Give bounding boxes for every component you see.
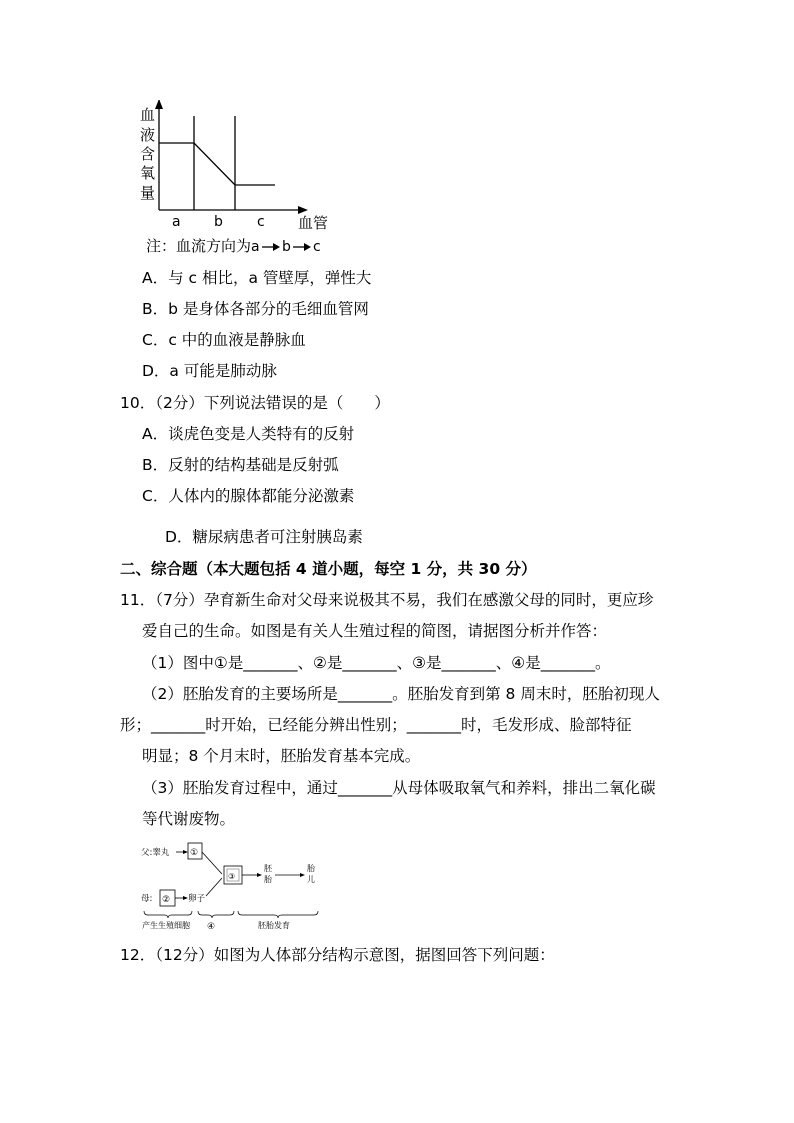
ylabel-char: 含 xyxy=(140,145,156,163)
stage-brace-2 xyxy=(198,911,234,918)
note-letter-c: c xyxy=(313,239,321,255)
stage-label-2: ④ xyxy=(207,922,216,932)
q9-option-c: C．c 中的血液是静脉血 xyxy=(142,331,306,349)
q9-option-b: B．b 是身体各部分的毛细血管网 xyxy=(142,300,369,318)
reproduction-diagram xyxy=(138,838,328,934)
note-letter-b: b xyxy=(282,239,291,255)
q10-option-a: A．谈虎色变是人类特有的反射 xyxy=(142,425,355,443)
box-2-label: ② xyxy=(162,895,171,905)
q11-stem-line2: 爱自己的生命。如图是有关人生殖过程的简图，请据图分析并作答： xyxy=(142,622,608,640)
ylabel-char: 血 xyxy=(140,106,156,124)
embryo-label: 胚 xyxy=(264,864,272,873)
q11-stem-line1: 11．（7分）孕育新生命对父母来说极其不易，我们在感激父母的同时，更应珍 xyxy=(120,591,654,609)
stage-label-1: 产生生殖细胞 xyxy=(142,921,190,930)
x-tick-b: b xyxy=(214,214,223,230)
section2-title: 二、综合题（本大题包括 4 道小题，每空 1 分，共 30 分） xyxy=(120,560,537,578)
merge-line-bottom xyxy=(206,878,222,896)
embryo-label: 胎 xyxy=(264,875,272,884)
q11-part3-line1: （3）胚胎发育过程中，通过_______从母体吸取氧气和养料，排出二氧化碳 xyxy=(142,779,656,797)
x-tick-a: a xyxy=(172,214,181,230)
x-axis-arrow xyxy=(298,206,308,214)
oxygen-curve xyxy=(159,143,275,185)
flow-note: 注：血流方向为 xyxy=(146,237,252,255)
y-axis-arrow xyxy=(155,100,163,109)
q9-option-a: A．与 c 相比，a 管壁厚，弹性大 xyxy=(142,269,372,287)
stage-brace-1 xyxy=(144,911,192,918)
merge-line-top xyxy=(202,852,222,874)
q9-option-d: D．a 可能是肺动脉 xyxy=(142,362,277,380)
q11-part2-line3: 明显；8 个月末时，胚胎发育基本完成。 xyxy=(142,747,421,765)
father-label: 父:睾丸 xyxy=(141,848,170,858)
arrow-head xyxy=(257,873,262,877)
stage-label-3: 胚胎发育 xyxy=(258,921,290,930)
oxygen-content-diagram xyxy=(130,100,360,260)
q10-stem: 10．（2分）下列说法错误的是（ ） xyxy=(120,394,390,412)
ylabel-char: 氧 xyxy=(140,164,156,182)
x-axis-label: 血管 xyxy=(298,214,329,232)
q11-part2-line1: （2）胚胎发育的主要场所是_______。胚胎发育到第 8 周末时，胚胎初现人 xyxy=(142,685,660,703)
box-1-label: ① xyxy=(190,848,199,858)
q11-part1: （1）图中①是_______、②是_______、③是_______、④是_______。 xyxy=(142,654,611,672)
q10-option-c: C．人体内的腺体都能分泌激素 xyxy=(142,487,355,505)
ylabel-char: 液 xyxy=(140,126,156,144)
mother-label: 母: xyxy=(141,894,153,904)
stage-brace-3 xyxy=(238,911,318,918)
q11-part3-line2: 等代谢废物。 xyxy=(142,810,236,828)
ylabel-char: 量 xyxy=(140,184,156,202)
arrow-head xyxy=(304,243,311,251)
baby-label: 胎 xyxy=(307,864,315,873)
egg-label: 卵子 xyxy=(188,894,206,904)
q10-option-b: B．反射的结构基础是反射弧 xyxy=(142,456,339,474)
box-3-label: ③ xyxy=(228,872,236,881)
arrow-head xyxy=(273,243,280,251)
note-letter-a: a xyxy=(251,239,260,255)
q11-part2-line2: 形；_______时开始，已经能分辨出性别；_______时，毛发形成、脸部特征 xyxy=(120,716,632,734)
arrow-head xyxy=(183,850,188,854)
baby-label: 儿 xyxy=(307,875,315,884)
arrow-head xyxy=(300,873,305,877)
x-tick-c: c xyxy=(257,214,265,230)
q10-option-d: D．糖尿病患者可注射胰岛素 xyxy=(165,528,363,546)
q12-stem: 12．（12分）如图为人体部分结构示意图，据图回答下列问题： xyxy=(120,946,555,964)
